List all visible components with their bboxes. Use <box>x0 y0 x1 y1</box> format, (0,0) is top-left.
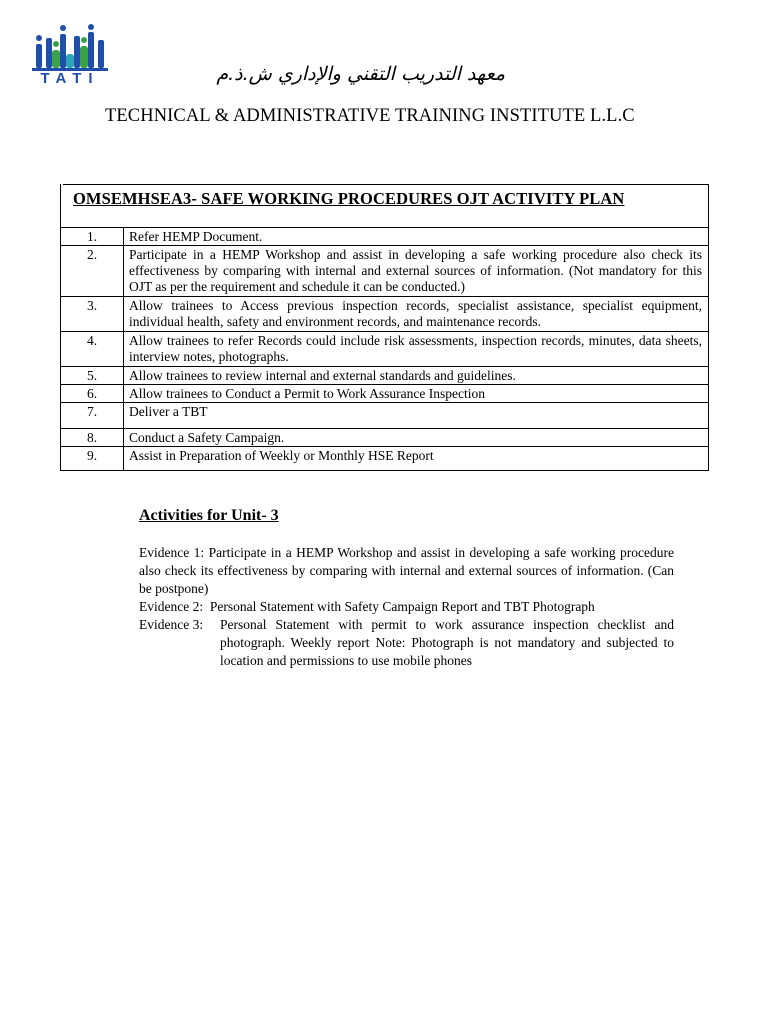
ojt-activity-plan-table <box>60 184 709 471</box>
evidence-text: Personal Statement with permit to work assurance inspection checklist and photograph. Weekly report Note: Photograph is not mandatory and subjected to location and permissions to use mobile phones <box>220 617 674 668</box>
table-row <box>61 367 709 385</box>
table-row <box>61 332 709 367</box>
evidence-text: Personal Statement with Safety Campaign Report and TBT Photograph <box>209 599 595 614</box>
row-number: 3. <box>61 297 124 332</box>
row-text: Allow trainees to Access previous inspection records, specialist assistance, specialist equipment, individual health, safety and environment records, and maintenance records. <box>124 297 709 332</box>
evidence-label: Evidence 2: <box>139 599 204 614</box>
row-text: Refer HEMP Document. <box>124 228 709 246</box>
row-text: Allow trainees to Conduct a Permit to Work Assurance Inspection <box>124 385 709 403</box>
row-text: Assist in Preparation of Weekly or Monthly HSE Report <box>124 447 709 471</box>
table-row <box>61 403 709 429</box>
row-text: Allow trainees to review internal and external standards and guidelines. <box>124 367 709 385</box>
table-row <box>61 246 709 297</box>
institute-title: TECHNICAL & ADMINISTRATIVE TRAINING INSTITUTE L.L.C <box>105 106 635 126</box>
evidence-text: Participate in a HEMP Workshop and assist in developing a safe working procedure also check its effectiveness by comparing with internal and external sources of information. (Can be postpone) <box>139 545 675 596</box>
row-number: 1. <box>61 228 124 246</box>
table-row <box>61 297 709 332</box>
table-row <box>61 385 709 403</box>
evidence-item <box>139 616 674 670</box>
logo-text: TATI <box>40 70 100 87</box>
row-text: Deliver a TBT <box>124 403 709 429</box>
row-number: 9. <box>61 447 124 471</box>
evidence-list <box>139 544 674 670</box>
plan-title-cell <box>61 184 709 228</box>
arabic-institute-title: معهد التدريب التقني والإداري ش.ذ.م <box>216 63 505 85</box>
evidence-label: Evidence 3: <box>139 617 204 632</box>
row-number: 5. <box>61 367 124 385</box>
table-row <box>61 228 709 246</box>
plan-title-row <box>61 184 709 228</box>
row-number: 8. <box>61 429 124 447</box>
row-text: Allow trainees to refer Records could include risk assessments, inspection records, minutes, data sheets, interview notes, photographs. <box>124 332 709 367</box>
table-row <box>61 447 709 471</box>
institute-logo <box>30 24 110 90</box>
row-number: 2. <box>61 246 124 297</box>
row-number: 7. <box>61 403 124 429</box>
row-text: Participate in a HEMP Workshop and assist in developing a safe working procedure also check its effectiveness by comparing with internal and external sources of information. (Not mandatory for this OJT as per the requirement and schedule it can be conducted.) <box>124 246 709 297</box>
activities-heading: Activities for Unit- 3 <box>139 507 279 524</box>
plan-title: OMSEMHSEA3- SAFE WORKING PROCEDURES OJT ACTIVITY PLAN <box>73 189 625 208</box>
table-row <box>61 429 709 447</box>
row-text: Conduct a Safety Campaign. <box>124 429 709 447</box>
evidence-item <box>139 598 674 616</box>
evidence-label: Evidence 1: <box>139 545 205 560</box>
row-number: 6. <box>61 385 124 403</box>
evidence-item <box>139 544 674 598</box>
row-number: 4. <box>61 332 124 367</box>
